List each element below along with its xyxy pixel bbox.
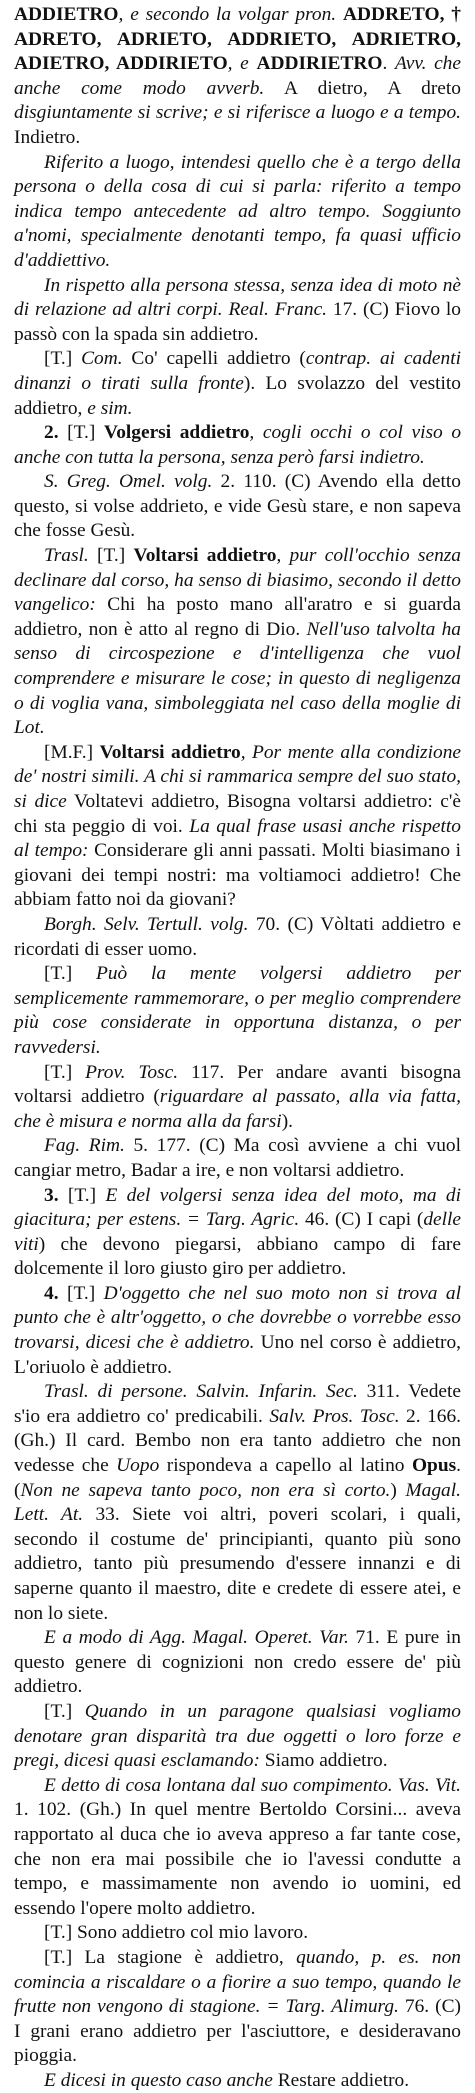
bold-run: 3.	[44, 1184, 68, 1206]
entry-paragraph	[14, 470, 461, 544]
text-run: 5. 177. (C) Ma così avviene a chi vuol cangiar metro, Badar a ire, e non voltarsi addietro.	[14, 1135, 461, 1181]
text-run: Uno nel corso è addietro, L'oriuolo è addietro.	[14, 1332, 461, 1378]
italic-run: Non ne sapeva tanto poco, non era sì corto.	[20, 1479, 391, 1501]
entry-paragraph	[14, 2069, 461, 2093]
bold-run: Opus	[411, 1455, 457, 1477]
italic-run: D'oggetto che nel suo moto non si trova al punto che è altr'oggetto, o che dovrebbe o vorrebbe esso trovarsi, dicesi che è addietro.	[14, 1282, 462, 1354]
text-run: [T.]	[44, 1061, 86, 1083]
entry-paragraph	[14, 1774, 461, 1922]
text-run: 17. (C) Fiovo lo passò con la spada sin addietro.	[14, 299, 461, 345]
italic-run: Può la mente volgersi addietro per semplicemente rammemorare, o per meglio comprendere più cose considerate in opportuna distanza, o per ravvedersi.	[14, 963, 461, 1058]
italic-run: Prov. Tosc.	[85, 1061, 179, 1083]
text-run: 33. Siete voi altri, poveri scolari, i quali, secondo il costume de' principianti, quanto più sono addietro, tanto più presumendo d'essere innanzi e di saperne quanto il maestro, dite e credete di essere atei, e non lo siete.	[14, 1504, 461, 1624]
text-run: Co' capelli addietro (	[122, 348, 306, 370]
italic-run: quando, p. es. non comincia a riscaldare o a fiorire a suo tempo, quando le frutte non vengono di stagione. = Targ. Alimurg.	[14, 1946, 461, 2018]
text-run: [M.F.]	[44, 741, 100, 763]
italic-run: , cogli occhi o col viso o anche con tutta la persona, senza però farsi indietro.	[14, 422, 462, 468]
bold-run: 2.	[44, 422, 68, 444]
bold-run: ADDRETO, † ADRETO, ADRIETO, ADDRIETO, ADRIETRO, ADIETRO, ADDIRIETO	[14, 4, 461, 75]
text-run: 46. (C) I capi (	[299, 1209, 424, 1231]
italic-run: , e secondo la volgar pron.	[118, 4, 343, 25]
italic-run: Fag. Rim.	[44, 1135, 125, 1157]
text-run: .	[382, 53, 396, 75]
entry-paragraph	[14, 1134, 461, 1183]
text-run: ). Lo svolazzo del vestito addietro,	[14, 372, 461, 419]
italic-run: E a modo di Agg. Magal. Operet. Var.	[44, 1627, 349, 1649]
italic-run: E dicesi in questo caso anche	[44, 2069, 273, 2091]
text-run: A dietro, A dreto	[264, 77, 461, 99]
text-run: [T.] Sono addietro col mio lavoro.	[44, 1922, 309, 1944]
italic-run: , e	[227, 53, 257, 75]
text-run: 2. 166. (Gh.) Il card. Bembo non era tanto addietro che non vedesse che	[14, 1405, 461, 1477]
text-run: 311. Vedete s'io era addietro co' predicabili.	[14, 1381, 461, 1427]
italic-run: , pur coll'occhio senza declinare dal corso, ha senso di biasimo, secondo il detto vangelico:	[14, 545, 462, 616]
entry-paragraph	[14, 421, 461, 470]
entry-paragraph	[14, 1626, 461, 1700]
entry-paragraph	[14, 544, 461, 741]
text-run: 1. 102. (Gh.) In quel mentre Bertoldo Corsini... aveva rapportato al duca che io aveva appreso a far tante cose, che non era mai possibile che io l'avessi condutte a tempo, e massimamente non avendo io uomini, ed essendo l'opere molto addietro.	[14, 1799, 461, 1919]
bold-run: Voltarsi addietro	[99, 741, 241, 763]
text-run: [T.]	[44, 1700, 85, 1722]
italic-run: disgiuntamente si scrive; e si riferisce a luogo e a tempo.	[14, 102, 461, 124]
italic-run: Riferito a luogo, intendesi quello che è a tergo della persona o della cosa di cui si parla: riferito a tempo indica tempo antecedente ad altro tempo. Soggiunto a'nomi, specialmente denotanti tempo, fa quasi ufficio d'addiettivo.	[14, 151, 461, 271]
italic-run: riguardare al passato, alla via fatta, che è misura e norma alla da farsi	[14, 1086, 461, 1132]
italic-run: S. Greg. Omel. volg.	[44, 471, 213, 493]
entry-paragraph	[14, 1380, 461, 1626]
italic-run: Borgh. Selv. Tertull. volg.	[44, 913, 249, 935]
italic-run: , Por mente alla condizione de' nostri simili. A chi si rammarica sempre del suo stato, si dice	[14, 741, 461, 812]
entry-paragraph	[14, 1946, 461, 2069]
italic-run: Com.	[81, 348, 123, 370]
text-run: [T.]	[67, 422, 104, 444]
text-run: [T.] La stagione è addietro,	[44, 1946, 297, 1968]
entry-paragraph	[14, 1700, 461, 1774]
text-run: )	[390, 1479, 406, 1501]
entry-headword-paragraph	[14, 3, 461, 151]
entry-paragraph	[14, 913, 461, 962]
entry-paragraph	[14, 151, 461, 274]
text-run: Restare addietro.	[272, 2069, 410, 2091]
text-run: [T.]	[97, 545, 134, 567]
text-run: 117. Per andare avanti bisogna voltarsi addietro (	[14, 1061, 461, 1108]
italic-run: Avv. che anche come modo avverb.	[14, 53, 461, 99]
text-run: [T.]	[44, 348, 82, 370]
text-run: 2. 110. (C) Avendo ella detto questo, si volse addrieto, e vide Gesù stare, e non sapeva che fosse Gesù.	[14, 471, 461, 542]
text-run: Indietro.	[14, 126, 81, 148]
text-run: [T.]	[44, 963, 96, 985]
italic-run: In rispetto alla persona stessa, senza idea di moto nè di relazione ad altri corpi. Real. Franc.	[14, 274, 461, 321]
text-run: Voltatevi addietro, Bisogna voltarsi addietro: c'è chi sta peggio di voi.	[14, 791, 461, 837]
entry-paragraph	[14, 1061, 461, 1135]
italic-run: Salv. Pros. Tosc.	[269, 1405, 400, 1427]
italic-run: delle viti	[14, 1209, 461, 1255]
text-run: . (	[14, 1455, 462, 1501]
italic-run: Nell'uso talvolta ha senso di circospezione e d'intelligenza che vuol comprendere e misurare le cose; in questo di negligenza o di voglia vana, simboleggiata nel caso della moglie di Lot.	[14, 618, 461, 739]
text-run: Chi ha posto mano all'aratro e si guarda addietro, non è atto al regno di Dio.	[14, 594, 461, 640]
bold-run: ADDIRIETRO	[256, 53, 383, 75]
italic-run: contrap. ai cadenti dinanzi o tirati sulla fronte	[14, 348, 461, 394]
entry-paragraph	[14, 1921, 461, 1946]
entry-paragraph	[14, 962, 461, 1060]
italic-run: Trasl.	[44, 545, 98, 567]
entry-paragraph	[14, 1282, 461, 1380]
bold-run: ADDIETRO	[14, 4, 119, 25]
bold-run: 4.	[44, 1282, 67, 1304]
entry-paragraph	[14, 347, 461, 421]
text-run: [T.]	[67, 1184, 106, 1206]
text-run: 76. (C) I grani erano addietro per l'asciuttore, e desideravano pioggia.	[14, 1996, 461, 2067]
entry-paragraph	[14, 1184, 461, 1282]
text-run: 71. E pure in questo genere di cognizioni non credo essere de' più addietro.	[14, 1627, 461, 1698]
text-run: rispondeva a capello al latino	[159, 1455, 412, 1477]
italic-run: La qual frase usasi anche rispetto al tempo:	[14, 815, 461, 862]
bold-run: Volgersi addietro	[103, 422, 250, 444]
text-run: ).	[281, 1110, 293, 1132]
entry-paragraph	[14, 741, 461, 913]
text-run: Siamo addietro.	[259, 1750, 388, 1772]
text-run: ) che devono piegarsi, abbiano campo di fare dolcemente il loro giusto giro per addietro.	[14, 1233, 461, 1280]
entry-paragraph	[14, 274, 461, 348]
text-run: [T.]	[66, 1282, 104, 1304]
text-run: 70. (C) Vòltati addietro e ricordati di esser uomo.	[14, 913, 461, 960]
italic-run: e sim.	[87, 397, 133, 419]
italic-run: Trasl. di persone. Salvin. Infarin. Sec.	[44, 1381, 358, 1403]
bold-run: Voltarsi addietro	[133, 545, 277, 567]
italic-run: E detto di cosa lontana dal suo compimento. Vas. Vit.	[44, 1774, 461, 1796]
text-run: Considerare gli anni passati. Molti biasimano i giovani dei tempi nostri: ma voltiamoci addietro! Che abbiam fatto noi da giovani?	[14, 840, 461, 911]
italic-run: Quando in un paragone qualsiasi vogliamo denotare gran disparità tra due oggetti o loro forze e pregi, dicesi quasi esclamando:	[14, 1700, 462, 1772]
italic-run: Magal. Lett. At.	[14, 1479, 461, 1526]
italic-run: Uopo	[116, 1455, 160, 1477]
italic-run: E del volgersi senza idea del moto, ma di giacitura; per estens. = Targ. Agric.	[14, 1184, 462, 1231]
